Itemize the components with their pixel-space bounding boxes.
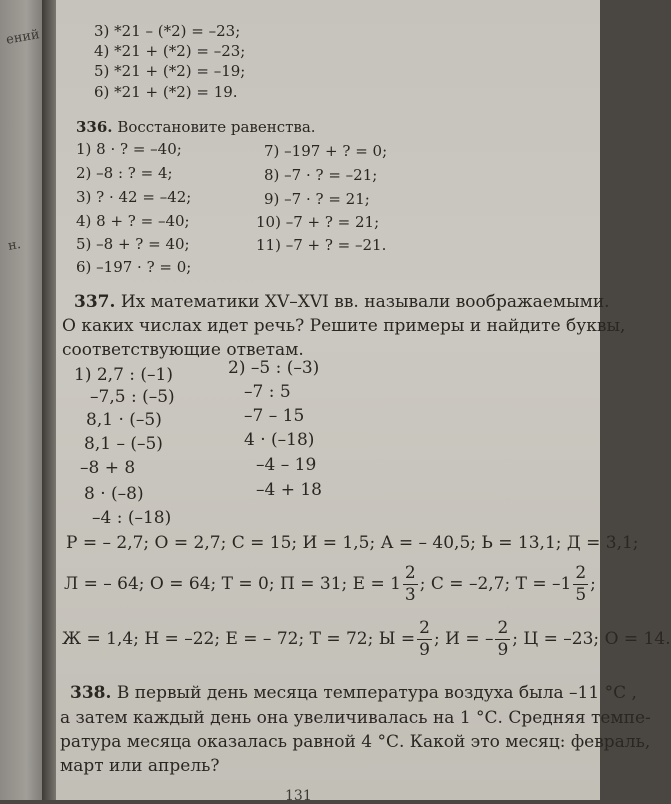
fraction bbox=[573, 565, 588, 604]
answer-key-line-3 bbox=[62, 620, 671, 659]
exercise-number: 337. bbox=[74, 292, 116, 312]
prev-item: 6) *21 + (*2) = 19. bbox=[94, 83, 238, 101]
exercise-number: 336. bbox=[76, 118, 113, 136]
equation-item: 5) –8 + ? = 40; bbox=[76, 235, 190, 253]
exercise-text: Их математики XV–XVI вв. называли воображаемыми. bbox=[120, 292, 610, 312]
equation-item: 1) 8 · ? = –40; bbox=[76, 140, 182, 158]
fraction bbox=[417, 620, 432, 659]
example-item: 8,1 · (–5) bbox=[86, 410, 162, 430]
answer-key-text: ; bbox=[590, 574, 596, 594]
fraction-denominator: 5 bbox=[575, 585, 587, 605]
exercise-336-heading bbox=[76, 118, 316, 136]
fraction-denominator: 9 bbox=[497, 640, 509, 660]
answer-key-line-2 bbox=[64, 565, 596, 604]
equation-item: 4) 8 + ? = –40; bbox=[76, 212, 190, 230]
equation-item: 8) –7 · ? = –21; bbox=[264, 166, 378, 184]
example-item: 8 · (–8) bbox=[84, 484, 144, 504]
exercise-337-heading bbox=[74, 292, 610, 312]
example-item: 8,1 – (–5) bbox=[84, 434, 163, 454]
equation-item: 3) ? · 42 = –42; bbox=[76, 188, 192, 206]
exercise-338-heading bbox=[70, 683, 637, 703]
exercise-text: В первый день месяца температура воздуха была –11 °С , bbox=[116, 683, 637, 703]
fraction-numerator: 2 bbox=[497, 618, 509, 638]
book-page bbox=[56, 0, 671, 800]
example-item: –4 : (–18) bbox=[92, 508, 172, 528]
exercise-text: соответствующие ответам. bbox=[62, 340, 304, 360]
left-page-edge bbox=[0, 0, 44, 800]
margin-fragment-mid: н. bbox=[6, 237, 23, 254]
example-item: –7 – 15 bbox=[244, 406, 305, 426]
equation-item: 7) –197 + ? = 0; bbox=[264, 142, 388, 160]
equation-item: 10) –7 + ? = 21; bbox=[256, 213, 380, 231]
exercise-title: Восстановите равенства. bbox=[117, 118, 316, 136]
fraction-denominator: 3 bbox=[404, 585, 416, 605]
margin-fragment-top: ений bbox=[4, 27, 41, 48]
fraction-denominator: 9 bbox=[419, 640, 430, 660]
example-item: –8 + 8 bbox=[80, 458, 136, 478]
exercise-text: а затем каждый день она увеличивалась на 1 °С. Средняя темпе- bbox=[60, 708, 651, 728]
prev-item: 4) *21 + (*2) = –23; bbox=[94, 42, 246, 60]
exercise-text: ратура месяца оказалась равной 4 °С. Какой это месяц: февраль, bbox=[60, 732, 651, 752]
prev-item: 3) *21 – (*2) = –23; bbox=[94, 22, 241, 40]
answer-key-text: ; И = – bbox=[433, 629, 494, 649]
answer-key-text: ; С = –2,7; Т = –1 bbox=[419, 574, 572, 594]
equation-item: 2) –8 : ? = 4; bbox=[76, 164, 173, 182]
example-item: –4 + 18 bbox=[256, 480, 322, 500]
answer-key-text: Ж = 1,4; Н = –22; Е = – 72; Т = 72; Ы = bbox=[62, 629, 416, 649]
exercise-text: О каких числах идет речь? Решите примеры и найдите буквы, bbox=[62, 316, 626, 336]
fraction-numerator: 2 bbox=[575, 563, 587, 583]
equation-item: 9) –7 · ? = 21; bbox=[264, 190, 370, 208]
example-item: 4 · (–18) bbox=[244, 430, 315, 450]
fraction bbox=[495, 620, 510, 659]
example-item: 2) –5 : (–3) bbox=[228, 358, 320, 378]
exercise-number: 338. bbox=[70, 683, 112, 703]
equation-item: 6) –197 · ? = 0; bbox=[76, 258, 192, 276]
fraction-numerator: 2 bbox=[404, 563, 416, 583]
answer-key-text: Л = – 64; О = 64; Т = 0; П = 31; Е = 1 bbox=[64, 574, 401, 594]
fraction bbox=[403, 565, 418, 604]
example-item: 1) 2,7 : (–1) bbox=[74, 365, 174, 385]
example-item: –7,5 : (–5) bbox=[90, 387, 175, 407]
answer-key-text: ; Ц = –23; О = 14. bbox=[512, 629, 671, 649]
fraction-numerator: 2 bbox=[419, 618, 430, 638]
equation-item: 11) –7 + ? = –21. bbox=[256, 236, 387, 254]
answer-key-line-1: Р = – 2,7; О = 2,7; С = 15; И = 1,5; А = – 40,5; Ь = 13,1; Д = 3,1; bbox=[66, 533, 639, 553]
prev-item: 5) *21 + (*2) = –19; bbox=[94, 62, 246, 80]
example-item: –4 – 19 bbox=[256, 455, 317, 475]
page-number: 131 bbox=[285, 788, 312, 804]
example-item: –7 : 5 bbox=[244, 382, 291, 402]
exercise-text: март или апрель? bbox=[60, 756, 220, 776]
